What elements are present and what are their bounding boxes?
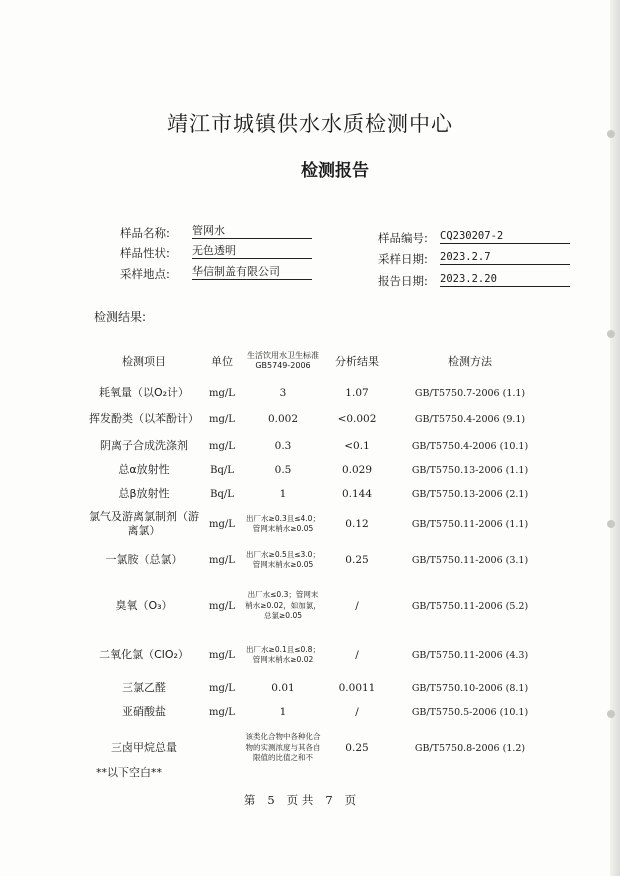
item-cell: 总β放射性 xyxy=(118,487,170,500)
result-cell: <0.1 xyxy=(344,440,370,452)
result-cell: 0.029 xyxy=(341,464,373,476)
method-cell: GB/T5750.13-2006 (1.1) xyxy=(411,464,529,476)
method-cell: GB/T5750.11-2006 (4.3) xyxy=(411,649,529,661)
result-cell: 0.144 xyxy=(341,488,373,500)
table-row xyxy=(88,382,548,404)
sampling-location-value: 华信制盖有限公司 xyxy=(192,265,312,280)
unit-cell: mg/L xyxy=(209,440,235,452)
table-row xyxy=(88,700,548,724)
sample-id-label: 样品编号: xyxy=(378,231,428,245)
standard-cell: 该类化合物中各种化合物的实测浓度与其各自限值的比值之和不 xyxy=(245,732,321,763)
standard-cell: 0.3 xyxy=(274,440,292,452)
item-cell: 三卤甲烷总量 xyxy=(111,741,177,754)
unit-cell xyxy=(200,724,244,772)
sampling-date-label: 采样日期: xyxy=(378,252,428,266)
standard-cell: 出厂水≥0.5且≤3.0；管网末梢水≥0.05 xyxy=(246,549,320,569)
method-cell: GB/T5750.11-2006 (3.1) xyxy=(411,554,529,566)
method-cell: GB/T5750.10-2006 (8.1) xyxy=(411,682,529,694)
item-cell: 阴离子合成洗涤剂 xyxy=(100,439,188,452)
method-cell: GB/T5750.13-2006 (2.1) xyxy=(411,488,529,500)
standard-cell: 出厂水≥0.3且≤4.0；管网末梢水≥0.05 xyxy=(246,513,320,533)
binding-hole xyxy=(607,520,615,528)
result-cell: / xyxy=(355,706,359,718)
unit-cell: mg/L xyxy=(209,387,235,399)
col-header-result: 分析结果 xyxy=(335,355,379,368)
table-row xyxy=(88,434,548,458)
col-header-method: 检测方法 xyxy=(448,355,492,368)
item-cell: 总α放射性 xyxy=(118,463,170,476)
results-header-row xyxy=(88,340,548,382)
standard-cell: 0.5 xyxy=(274,464,292,476)
item-cell: 亚硝酸盐 xyxy=(122,705,166,718)
result-cell: 0.25 xyxy=(345,554,369,566)
unit-cell: mg/L xyxy=(209,554,235,566)
table-row xyxy=(88,404,548,434)
results-table xyxy=(88,340,548,772)
col-header-standard: 生活饮用水卫生标准GB5749-2006 xyxy=(247,351,319,370)
page-number: 5 xyxy=(267,793,275,807)
result-cell: 1.07 xyxy=(345,387,369,399)
method-cell: GB/T5750.4-2006 (10.1) xyxy=(411,440,529,452)
item-cell: 挥发酚类（以苯酚计） xyxy=(89,412,199,425)
result-cell: / xyxy=(355,649,359,661)
standard-cell: 0.002 xyxy=(267,413,299,425)
method-cell: GB/T5750.7-2006 (1.1) xyxy=(414,387,526,399)
standard-cell: 出厂水≤0.3；管网末梢水≥0.02，如加氯，总氯≥0.05 xyxy=(245,590,321,621)
total-pages: 7 xyxy=(325,793,333,807)
item-cell: 三氯乙醛 xyxy=(122,681,166,694)
unit-cell: Bq/L xyxy=(210,488,234,500)
standard-cell: 3 xyxy=(279,387,287,399)
report-date-value: 2023.2.20 xyxy=(440,272,570,287)
standard-cell: 出厂水≥0.1且≤0.8；管网末梢水≥0.02 xyxy=(246,644,320,664)
standard-cell: 1 xyxy=(279,706,287,718)
sample-property-label: 样品性状: xyxy=(120,246,170,260)
page-prefix: 第 xyxy=(243,793,256,807)
col-header-item: 检测项目 xyxy=(122,355,166,368)
sampling-location-label: 采样地点: xyxy=(120,267,170,281)
item-cell: 臭氧（O₃） xyxy=(115,599,173,612)
sample-id-value: CQ230207-2 xyxy=(440,229,570,244)
result-cell: 0.25 xyxy=(345,742,369,754)
sample-property-value: 无色透明 xyxy=(192,244,312,259)
unit-cell: mg/L xyxy=(209,649,235,661)
item-cell: 二氧化氯（ClO₂） xyxy=(99,648,189,661)
table-row xyxy=(88,578,548,634)
item-cell: 氯气及游离氯制剂（游离氯） xyxy=(89,510,199,537)
item-cell: 耗氧量（以O₂计） xyxy=(98,386,190,399)
item-cell: 一氯胺（总氯） xyxy=(105,553,183,566)
results-heading: 检测结果: xyxy=(94,310,147,324)
page-mid: 页 共 xyxy=(286,793,314,807)
sample-name-label: 样品名称: xyxy=(120,226,170,240)
standard-cell: 1 xyxy=(279,488,287,500)
method-cell: GB/T5750.4-2006 (9.1) xyxy=(414,413,526,425)
table-row xyxy=(88,634,548,676)
method-cell: GB/T5750.8-2006 (1.2) xyxy=(414,742,526,754)
report-date-label: 报告日期: xyxy=(378,274,428,288)
unit-cell: Bq/L xyxy=(210,464,234,476)
method-cell: GB/T5750.11-2006 (5.2) xyxy=(411,600,529,612)
unit-cell: mg/L xyxy=(209,682,235,694)
unit-cell: mg/L xyxy=(209,413,235,425)
report-title: 检测报告 xyxy=(301,161,369,181)
table-row xyxy=(88,676,548,700)
unit-cell: mg/L xyxy=(209,706,235,718)
col-header-unit: 单位 xyxy=(211,355,233,368)
binding-hole xyxy=(607,330,615,338)
binding-hole xyxy=(607,710,615,718)
sampling-date-value: 2023.2.7 xyxy=(440,250,570,265)
result-cell: 0.0011 xyxy=(338,682,376,694)
table-row xyxy=(88,542,548,578)
method-cell: GB/T5750.11-2006 (1.1) xyxy=(411,518,529,530)
page-footer xyxy=(0,792,600,808)
result-cell: 0.12 xyxy=(345,518,369,530)
table-row xyxy=(88,482,548,506)
table-row xyxy=(88,458,548,482)
unit-cell: mg/L xyxy=(209,600,235,612)
blank-below-note: **以下空白** xyxy=(96,766,162,779)
standard-cell: 0.01 xyxy=(271,682,295,694)
page-suffix: 页 xyxy=(344,793,357,807)
result-cell: <0.002 xyxy=(337,413,377,425)
method-cell: GB/T5750.5-2006 (10.1) xyxy=(411,706,529,718)
sample-name-value: 管网水 xyxy=(192,224,312,239)
lab-title: 靖江市城镇供水水质检测中心 xyxy=(167,112,453,136)
unit-cell: mg/L xyxy=(209,518,235,530)
result-cell: / xyxy=(355,600,359,612)
table-row xyxy=(88,506,548,542)
